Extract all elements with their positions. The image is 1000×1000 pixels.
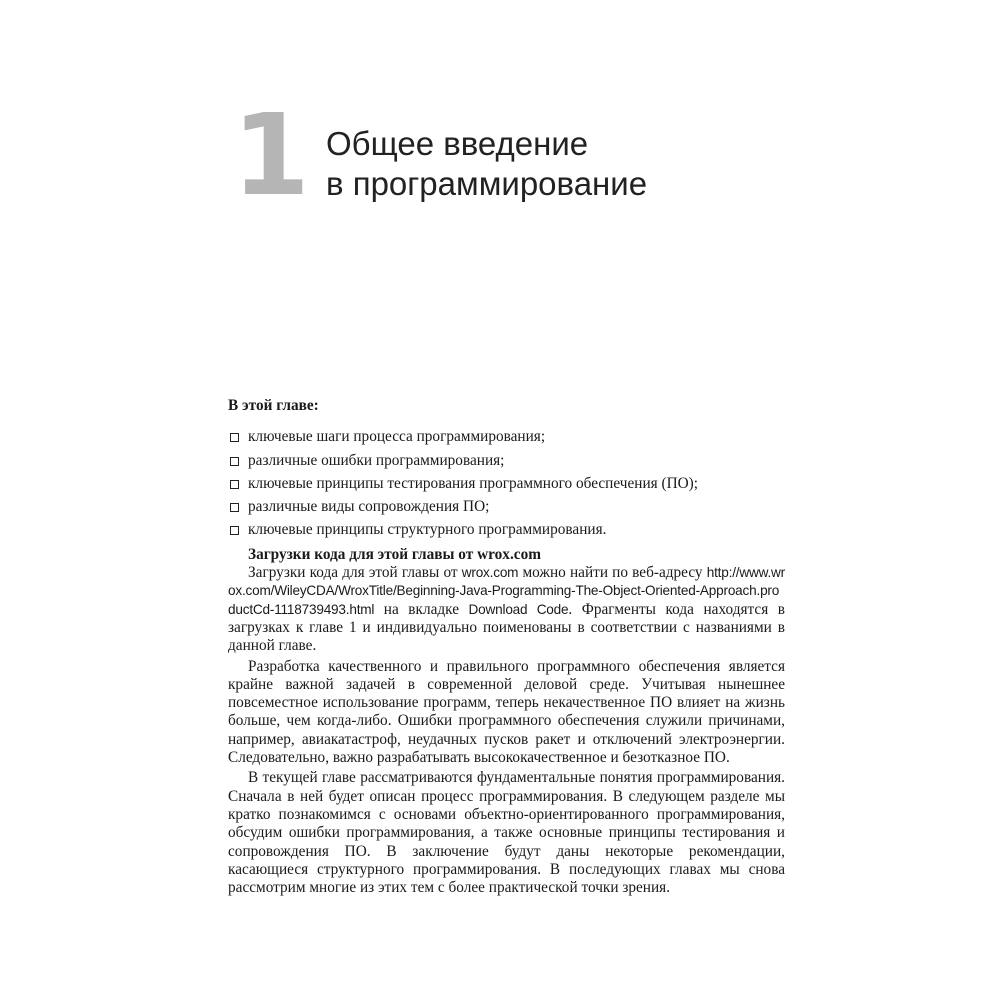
checkbox-bullet-icon: [230, 503, 239, 512]
list-item: различные ошибки программирования;: [228, 452, 785, 470]
site-name: wrox.com: [461, 565, 519, 581]
downloads-heading: Загрузки кода для этой главы от wrox.com: [248, 545, 541, 563]
download-tab-name: Download Code: [468, 601, 569, 617]
intro-heading: В этой главе:: [228, 397, 319, 414]
checkbox-bullet-icon: [230, 457, 239, 466]
chapter-number: 1: [232, 91, 306, 221]
chapter-content: [228, 397, 785, 897]
list-item: ключевые принципы тестирования программного обеспечения (ПО);: [228, 475, 785, 493]
body-paragraph: Разработка качественного и правильного программного обеспечения является крайне важной задачей в современной деловой среде. Учитывая нынешнее повсеместное использование программ, теперь некачественное ПО влияет на жизнь больше, чем когда-либо. Ошибки программного обеспечения служили причинами, например, авиакатастроф, неудачных пусков ракет и отключений электроэнергии. Следовательно, важно разрабатывать высококачественное и безотказное ПО.: [228, 657, 785, 767]
chapter-title-line-1: Общее введение: [326, 125, 589, 162]
checkbox-bullet-icon: [230, 480, 239, 489]
download-url-link[interactable]: http://www.wrox.com/WileyCDA/WroxTitle/Beginning-Java-Programming-The-Object-Oriented-Approach.productCd-1118739493.html: [228, 565, 785, 617]
checkbox-bullet-icon: [230, 433, 239, 442]
body-paragraph: В текущей главе рассматриваются фундаментальные понятия программирования. Сначала в ней будет описан процесс программирования. В следующем разделе мы кратко познакомимся с основами объектно-ориентированного программирования, обсудим ошибки программирования, а также основные принципы тестирования и сопровождения ПО. В заключение будут даны некоторые рекомендации, касающиеся структурного программирования. В последующих главах мы снова рассмотрим многие из этих тем с более практической точки зрения.: [228, 769, 785, 897]
list-item: ключевые шаги процесса программирования;: [228, 428, 785, 446]
chapter-title-line-2: в программирование: [326, 165, 648, 202]
downloads-paragraph: Загрузки кода для этой главы от wrox.com можно найти по веб-адресу http://www.wrox.com/WileyCDA/WroxTitle/Beginning-Java-Programming-The-Object-Oriented-Approach.productCd-1118739493.html на вкладке Download Code. Фрагменты кода находятся в загрузках к главе 1 и индивидуально поименованы в соответствии с названиями в данной главе.: [228, 564, 785, 655]
checkbox-bullet-icon: [230, 526, 239, 535]
list-item: различные виды сопровождения ПО;: [228, 498, 785, 516]
intro-list: [228, 428, 785, 539]
list-item: ключевые принципы структурного программирования.: [228, 521, 785, 539]
chapter-title: [326, 124, 647, 204]
